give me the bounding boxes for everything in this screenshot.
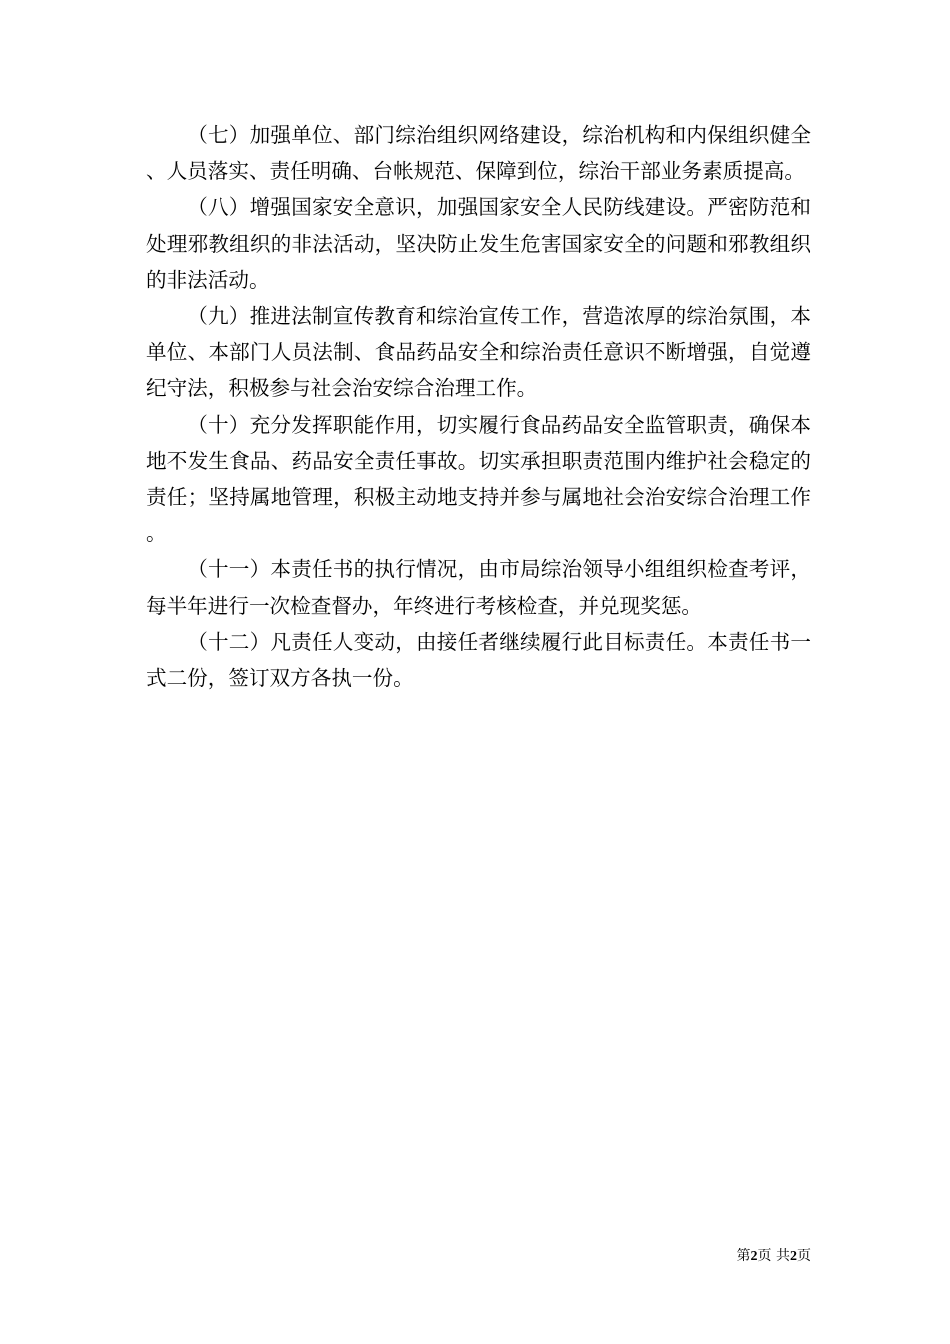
total-pages-number: 2 [790, 1249, 797, 1264]
paragraph-9: （九）推进法制宣传教育和综治宣传工作，营造浓厚的综治氛围，本单位、本部门人员法制、食品药品安全和综治责任意识不断增强，自觉遵纪守法，积极参与社会治安综合治理工作。 [146, 304, 811, 401]
current-page-number: 2 [750, 1249, 758, 1264]
paragraph-7: （七）加强单位、部门综治组织网络建设，综治机构和内保组织健全、人员落实、责任明确、台帐规范、保障到位，综治干部业务素质提高。 [146, 123, 811, 184]
paragraph-12: （十二）凡责任人变动，由接任者继续履行此目标责任。本责任书一式二份，签订双方各执一份。 [146, 629, 811, 691]
paragraph-11: （十一）本责任书的执行情况，由市局综治领导小组组织检查考评，每半年进行一次检查督办，年终进行考核检查，并兑现奖惩。 [146, 557, 811, 618]
document-body [146, 117, 811, 696]
paragraph-10: （十）充分发挥职能作用，切实履行食品药品安全监管职责，确保本地不发生食品、药品安全责任事故。切实承担职责范围内维护社会稳定的责任；坚持属地管理，积极主动地支持并参与属地社会治安综合治理工作。 [146, 412, 811, 546]
footer-suffix: 页 [797, 1248, 811, 1264]
paragraph-8: （八）增强国家安全意识，加强国家安全人民防线建设。严密防范和处理邪教组织的非法活动，坚决防止发生危害国家安全的问题和邪教组织的非法活动。 [146, 195, 811, 292]
footer-prefix: 第 [736, 1248, 751, 1264]
page-number-footer [700, 1247, 811, 1266]
footer-middle: 页 共 [757, 1248, 790, 1264]
